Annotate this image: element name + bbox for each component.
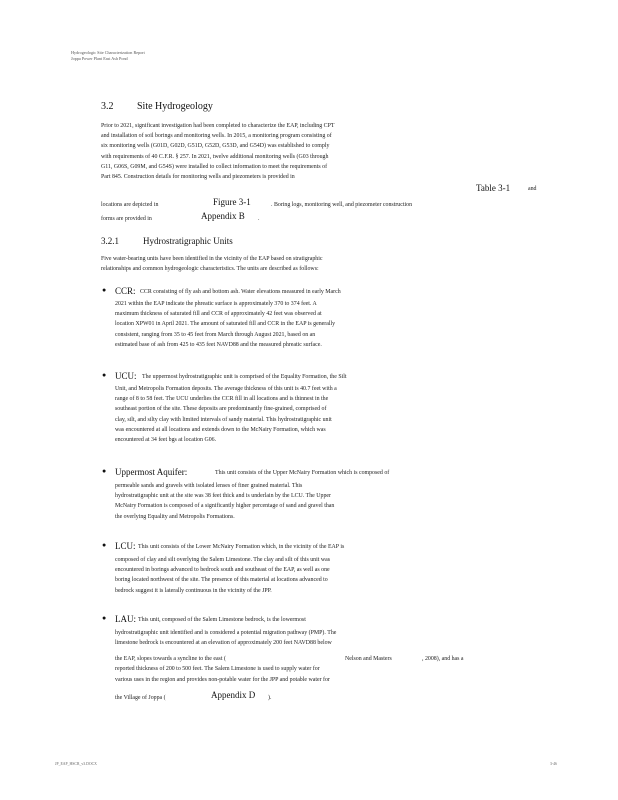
paragraph-text: forms are provided in [101, 216, 152, 222]
header-subtitle: Joppa Power Plant East Ash Pond [71, 56, 128, 61]
paragraph-text: , 2008), and has a [422, 656, 464, 662]
bullet-icon: ● [102, 541, 107, 549]
paragraph-text: and [528, 186, 537, 192]
section-intro [101, 121, 334, 182]
paragraph-line: hydrostratigraphic unit at the site was 38 feet thick and is underlain by the LCU. The Upper [115, 493, 331, 500]
header-title: Hydrogeologic Site Characterization Report [71, 50, 145, 55]
bullet-icon: ● [102, 286, 107, 294]
paragraph-line: 2021 within the EAP indicate the phreatic surface is approximately 370 to 374 feet. A [115, 301, 317, 307]
table-3-1-link[interactable]: Table 3-1 [476, 183, 511, 193]
section-number: 3.2 [101, 101, 114, 112]
bullet-icon: ● [102, 614, 107, 622]
ucu-lead: UCU: [115, 371, 137, 381]
lau-description [115, 628, 336, 648]
paragraph-line: McNairy Formation is composed of a significantly higher percentage of sand and gravel than [115, 503, 335, 510]
ccr-lead: CCR: [115, 286, 136, 296]
paragraph-line: consistent, ranging from 35 to 45 feet from March through August 2021, based on an [115, 331, 316, 338]
paragraph-line: encountered in borings advanced to bedrock south and southeast of the EAP, as well as one [115, 567, 330, 574]
paragraph-line: with requirements of 40 C.F.R. § 257. In 2021, twelve additional monitoring wells (G03 through [101, 153, 329, 160]
lcu-lead: LCU: [115, 541, 136, 551]
subsection-number: 3.2.1 [101, 236, 119, 246]
paragraph-line: Part 845. Construction details for monitoring wells and piezometers is provided in [101, 173, 295, 180]
subsection-intro [101, 254, 322, 274]
paragraph-text: . Boring logs, monitoring well, and piezometer construction [271, 202, 413, 208]
paragraph-line: boring located northwest of the site. The presence of this material at locations advanced to [115, 577, 328, 584]
appendix-b-link[interactable]: Appendix B [201, 211, 245, 221]
paragraph-line: composed of clay and silt overlying the Salem Limestone. The clay and silt of this unit was [115, 557, 331, 563]
bullet-icon: ● [102, 467, 107, 475]
paragraph-text: This unit consists of the Lower McNairy Formation which, in the vicinity of the EAP is [138, 544, 345, 550]
paragraph-line: six monitoring wells (G01D, G02D, G51D, G52D, G53D, and G54D) was established to comply [101, 143, 330, 150]
paragraph-line: and installation of soil borings and monitoring wells. In 2015, a monitoring program consisting of [101, 133, 332, 140]
paragraph-text: reported thickness of 200 to 500 feet. The Salem Limestone is used to supply water for [115, 666, 320, 672]
paragraph-line: clay, silt, and silty clay with limited intervals of sandy material. This hydrostratigraphic unit [115, 416, 332, 423]
paragraph-line: range of 8 to 58 feet. The UCU underlies the CCR fill in all locations and is thinnest in the [115, 396, 329, 403]
appendix-d-link[interactable]: Appendix D [211, 690, 256, 700]
paragraph-line: encountered at 34 feet bgs at location G06. [115, 436, 217, 443]
paragraph-line: bedrock suggest it is laterally continuous in the vicinity of the JPP. [115, 587, 272, 594]
subsection-title: Hydrostratigraphic Units [143, 236, 233, 246]
lau-lead: LAU: [115, 614, 136, 624]
paragraph-text: locations are depicted in [101, 202, 159, 208]
uppermost-aquifer-lead: Uppermost Aquifer: [115, 467, 188, 477]
paragraph-line: Five water-bearing units have been identified in the vicinity of the EAP based on stratigraphic [101, 256, 323, 262]
paragraph-text: the EAP, slopes towards a syncline to the east ( [115, 656, 226, 662]
paragraph-line: hydrostratigraphic unit identified and is considered a potential migration pathway (PMP). The [115, 630, 337, 636]
footer-filename: JP_EAP_HSCR_v3.DOCX [55, 762, 97, 766]
paragraph-line: limestone bedrock is encountered at an elevation of approximately 200 feet NAVD88 below [115, 640, 332, 647]
paragraph-line: the overlying Equality and Metropolis Formations. [115, 513, 235, 520]
lcu-description [115, 555, 330, 596]
paragraph-line: relationships and common hydrogeologic characteristics. The units are described as follows: [101, 266, 319, 273]
paragraph-text: the Village of Joppa ( [115, 695, 166, 701]
paragraph-text: ). [268, 695, 272, 701]
paragraph-text: The uppermost hydrostratigraphic unit is comprised of the Equality Formation, the Silt [142, 374, 347, 380]
report-header [71, 50, 145, 62]
paragraph-text: This unit consists of the Upper McNairy Formation which is composed of [215, 470, 390, 476]
uppermost-aquifer-description [115, 481, 334, 522]
paragraph-line: permeable sands and gravels with isolated lenses of finer grained material. This [115, 483, 303, 489]
ccr-description [115, 299, 335, 350]
paragraph-line: location XPW01 in April 2021. The amount of saturated fill and CCR in the EAP is generally [115, 321, 336, 328]
nelson-masters-link[interactable]: Nelson and Masters [345, 656, 392, 662]
page-number: 3-46 [550, 762, 557, 766]
paragraph-line: G11, G06S, G09M, and G54S) were installed to collect information to meet the requirements of [101, 163, 328, 170]
section-title: Site Hydrogeology [137, 101, 213, 112]
paragraph-line: Prior to 2021, significant investigation had been completed to characterize the EAP, including CPT [101, 123, 335, 129]
paragraph-text: various uses in the region and provides non-potable water for the JPP and potable water for [115, 677, 330, 683]
ucu-description [115, 384, 337, 445]
paragraph-text: . [258, 216, 260, 222]
figure-3-1-link[interactable]: Figure 3-1 [213, 197, 251, 207]
bullet-icon: ● [102, 371, 107, 379]
paragraph-text: This unit, composed of the Salem Limestone bedrock, is the lowermost [138, 617, 306, 623]
paragraph-text: CCR consisting of fly ash and bottom ash. Water elevations measured in early March [140, 289, 341, 295]
paragraph-line: Unit, and Metropolis Formation deposits. The average thickness of this unit is 40.7 feet with a [115, 386, 337, 392]
paragraph-line: estimated base of ash from 425 to 435 feet NAVD88 and the measured phreatic surface. [115, 341, 322, 348]
paragraph-line: southeast portion of the site. These deposits are predominantly fine-grained, comprised of [115, 406, 327, 413]
paragraph-line: was encountered at all locations and extends down to the McNairy Formation, which was [115, 426, 326, 433]
paragraph-line: maximum thickness of saturated fill and CCR of approximately 42 feet was observed at [115, 311, 322, 318]
